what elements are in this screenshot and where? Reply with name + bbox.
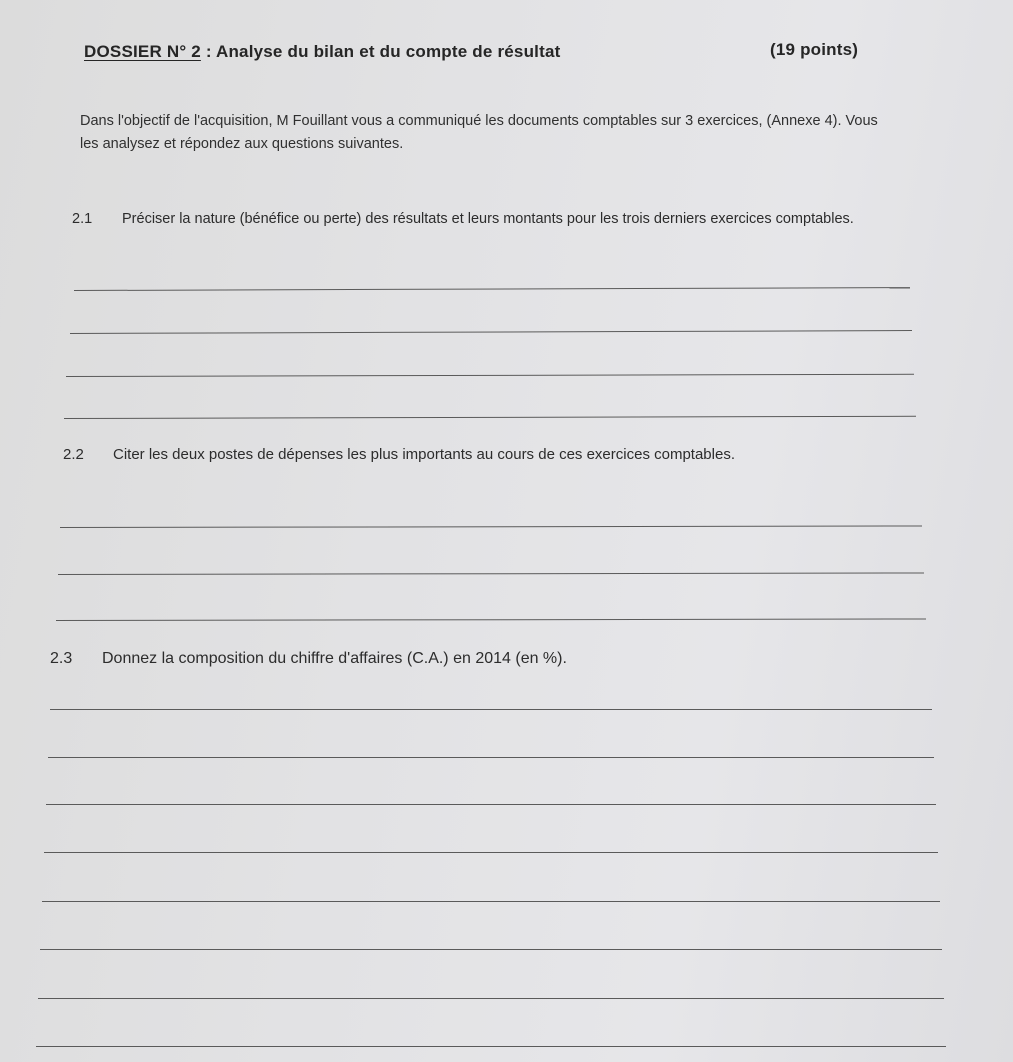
question-2-2 [63,443,853,466]
answer-line[interactable] [70,330,912,334]
question-text: Citer les deux postes de dépenses les plus importants au cours de ces exercices comptables. [113,446,735,463]
answer-line[interactable] [38,998,944,999]
question-2-1 [72,208,892,231]
points-total: (19 points) [770,40,859,59]
answer-line[interactable] [42,901,940,902]
answer-line[interactable] [74,287,910,291]
question-text: Donnez la composition du chiffre d'affaires (C.A.) en 2014 (en %). [102,650,567,667]
dossier-title: : Analyse du bilan et du compte de résultat [200,42,561,61]
answer-line[interactable] [36,1046,946,1047]
question-number: 2.1 [72,211,93,227]
answer-line[interactable] [50,709,932,710]
answer-line[interactable] [60,525,922,528]
question-text: Préciser la nature (bénéfice ou perte) des résultats et leurs montants pour les trois derniers exercices comptables. [122,211,854,227]
answer-line[interactable] [46,804,936,805]
question-2-3 [50,647,870,670]
dossier-header [84,40,859,62]
answer-line[interactable] [56,618,926,621]
answer-line[interactable] [64,416,916,419]
question-number: 2.2 [63,446,84,463]
answer-line[interactable] [58,572,924,575]
answer-line[interactable] [48,757,934,758]
answer-line[interactable] [44,852,938,853]
answer-line[interactable] [40,949,942,950]
question-number: 2.3 [50,650,73,667]
intro-paragraph: Dans l'objectif de l'acquisition, M Fouillant vous a communiqué les documents comptables sur 3 exercices, (Annexe 4). Vous les analysez et répondez aux questions suivantes. [80,113,878,152]
dossier-number: DOSSIER N° 2 [84,42,201,61]
answer-line[interactable] [66,374,914,377]
